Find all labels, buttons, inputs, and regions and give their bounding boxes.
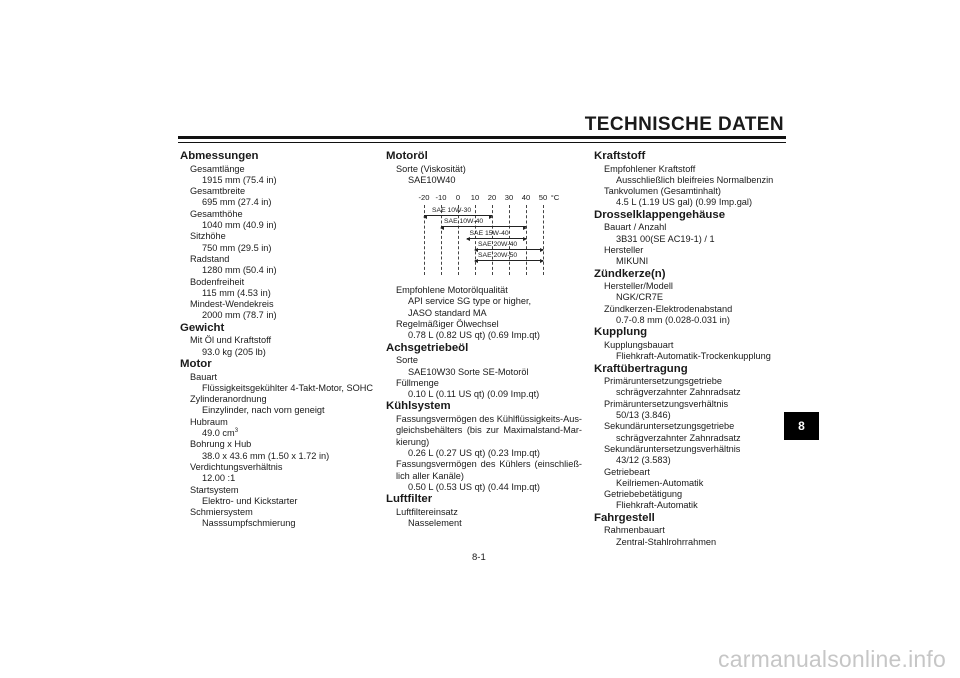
page-number: 8-1 — [472, 552, 486, 563]
spec-text: Radstand — [190, 253, 230, 264]
spec-text: schrägverzahnter Zahnradsatz — [616, 432, 741, 443]
spec-text: Sorte (Viskosität) — [396, 163, 466, 174]
spec-label — [180, 394, 380, 405]
spec-value — [594, 433, 786, 444]
spec-label — [594, 304, 786, 315]
spec-label — [180, 254, 380, 265]
spec-text: 0.26 L (0.27 US qt) (0.23 Imp.qt) — [408, 447, 540, 458]
spec-text: Sitzhöhe — [190, 231, 226, 242]
section-heading — [180, 358, 380, 372]
spec-value — [594, 234, 786, 245]
spec-label — [594, 340, 786, 351]
spec-text: Drosselklappengehäuse — [594, 208, 726, 221]
arrow-left-icon — [474, 259, 478, 263]
spec-text: Primäruntersetzungsverhältnis — [604, 398, 729, 409]
spec-text: Gesamtlänge — [190, 163, 245, 174]
column-middle — [386, 150, 582, 529]
spec-value — [180, 383, 380, 394]
spec-label — [386, 355, 582, 366]
spec-value — [386, 330, 582, 341]
spec-label — [386, 319, 582, 330]
chart-tick-label: -20 — [418, 193, 430, 203]
spec-value — [594, 315, 786, 326]
chart-unit-label: °C — [550, 193, 560, 203]
section-heading — [594, 363, 786, 377]
spec-text: Hersteller/Modell — [604, 281, 673, 292]
chart-tick-label: 10 — [470, 193, 480, 203]
spec-text: Kraftstoff — [594, 150, 646, 162]
spec-label — [180, 372, 380, 383]
spec-text: 115 mm (4.53 in) — [202, 287, 271, 298]
spec-value — [180, 518, 380, 529]
spec-text: Tankvolumen (Gesamtinhalt) — [604, 186, 721, 197]
spec-text: Bauart — [190, 371, 218, 382]
spec-value — [594, 387, 786, 398]
spec-value — [594, 410, 786, 421]
spec-text: Zylinderanordnung — [190, 394, 267, 405]
spec-text: Hubraum — [190, 416, 228, 427]
spec-label — [180, 439, 380, 450]
spec-text: Flüssigkeitsgekühlter 4-Takt-Motor, SOHC — [202, 382, 374, 393]
section-heading — [386, 400, 582, 414]
spec-value — [180, 473, 380, 484]
chart-range-line — [467, 238, 527, 239]
spec-text: 3B31 00(SE AC19-1) / 1 — [616, 233, 715, 244]
column-right — [594, 150, 786, 548]
spec-text: Mindest-Wendekreis — [190, 299, 274, 310]
spec-text: Fassungsvermögen des Kühlers (einschließ-lich aller Kanäle) — [396, 459, 582, 481]
spec-value — [594, 500, 786, 511]
spec-value — [180, 496, 380, 507]
section-heading — [180, 322, 380, 336]
spec-value — [386, 367, 582, 378]
section-heading — [594, 150, 786, 164]
chart-tick-label: 30 — [504, 193, 514, 203]
spec-text: 1040 mm (40.9 in) — [202, 220, 277, 231]
spec-label — [180, 164, 380, 175]
spec-text: Fliehkraft-Automatik — [616, 500, 698, 511]
spec-label — [180, 485, 380, 496]
spec-value — [180, 288, 380, 299]
spec-text: Sekundäruntersetzungsverhältnis — [604, 443, 741, 454]
spec-text: Verdichtungsverhältnis — [190, 461, 283, 472]
spec-text: 0.50 L (0.53 US qt) (0.44 Imp.qt) — [408, 481, 540, 492]
spec-text: Getriebebetätigung — [604, 489, 683, 500]
spec-label — [180, 231, 380, 242]
spec-text: 1280 mm (50.4 in) — [202, 265, 277, 276]
watermark: carmanualsonline.info — [718, 646, 946, 672]
spec-text: Motor — [180, 357, 212, 370]
spec-value — [180, 451, 380, 462]
spec-text: Sekundäruntersetzungsgetriebe — [604, 421, 735, 432]
spec-text: Schmiersystem — [190, 507, 253, 518]
spec-text: Motoröl — [386, 150, 428, 162]
spec-label — [594, 489, 786, 500]
arrow-left-icon — [466, 237, 470, 241]
spec-label — [594, 525, 786, 536]
spec-value — [386, 308, 582, 319]
spec-text: 93.0 kg (205 lb) — [202, 346, 266, 357]
spec-value — [386, 389, 582, 400]
spec-value — [180, 265, 380, 276]
spec-text: Rahmenbauart — [604, 525, 665, 536]
spec-value — [594, 537, 786, 548]
chart-range-line — [475, 249, 543, 250]
chart-range-label: SAE 20W-50 — [478, 251, 518, 259]
spec-value — [180, 220, 380, 231]
spec-text: Achsgetriebeöl — [386, 341, 469, 354]
spec-label — [594, 399, 786, 410]
chart-range-line — [475, 260, 543, 261]
spec-text: SAE10W40 — [408, 174, 456, 185]
spec-text: Hersteller — [604, 244, 644, 255]
spec-text: Luftfilter — [386, 493, 433, 506]
spec-text: Regelmäßiger Ölwechsel — [396, 319, 499, 330]
header-rule-thin — [178, 142, 786, 143]
spec-text: 0.7-0.8 mm (0.028-0.031 in) — [616, 315, 730, 326]
chart-range-label: SAE 15W-40 — [469, 229, 509, 237]
spec-value — [594, 351, 786, 362]
spec-text: 750 mm (29.5 in) — [202, 242, 272, 253]
chart-range-label: SAE 10W-40 — [444, 218, 484, 226]
spec-label — [594, 376, 786, 387]
header-rule-thick — [178, 136, 786, 139]
spec-text: Elektro- und Kickstarter — [202, 495, 298, 506]
spec-text: Kupplung — [594, 326, 648, 339]
spec-text: 4.5 L (1.19 US gal) (0.99 Imp.gal) — [616, 197, 753, 208]
spec-text: Ausschließlich bleifreies Normalbenzin — [616, 174, 774, 185]
spec-value — [180, 175, 380, 186]
spec-text: Mit Öl und Kraftstoff — [190, 335, 272, 346]
chart-range-bar — [475, 241, 543, 249]
spec-label — [180, 335, 380, 346]
spec-label — [180, 462, 380, 473]
spec-label — [180, 277, 380, 288]
spec-label — [386, 164, 582, 175]
spec-text: Empfohlener Kraftstoff — [604, 163, 696, 174]
chart-gridline — [543, 205, 544, 275]
spec-text: 43/12 (3.583) — [616, 455, 671, 466]
spec-value — [594, 478, 786, 489]
spec-text: 38.0 x 43.6 mm (1.50 x 1.72 in) — [202, 450, 330, 461]
spec-text: Empfohlene Motorölqualität — [396, 285, 508, 296]
spec-text: Kühlsystem — [386, 400, 451, 413]
oil-viscosity-chart — [416, 193, 566, 277]
chart-tick-label: 50 — [538, 193, 548, 203]
spec-label — [386, 378, 582, 389]
spec-label — [386, 285, 582, 296]
spec-value — [180, 347, 380, 358]
spec-text: SAE10W30 Sorte SE-Motoröl — [408, 366, 529, 377]
spec-label — [180, 507, 380, 518]
chart-tick-label: -10 — [435, 193, 447, 203]
spec-label — [386, 507, 582, 518]
chart-tick-label: 20 — [487, 193, 497, 203]
chart-tick-label: 40 — [521, 193, 531, 203]
section-heading — [594, 512, 786, 526]
page-title: TECHNISCHE DATEN — [584, 114, 784, 135]
spec-text: Fassungsvermögen des Kühlflüssigkeits-Aus-gleichsbehälters (bis zur Maximalstand-Mar-kierung) — [396, 414, 582, 447]
spec-text: Nasssumpfschmierung — [202, 518, 296, 529]
spec-text: Fahrgestell — [594, 511, 655, 524]
section-heading — [386, 493, 582, 507]
spec-text: Nasselement — [408, 518, 462, 529]
spec-text: 0.78 L (0.82 US qt) (0.69 Imp.qt) — [408, 330, 540, 341]
spec-description — [386, 459, 582, 482]
spec-label — [594, 222, 786, 233]
chart-range-bar — [467, 230, 527, 238]
chart-range-line — [424, 215, 492, 216]
spec-text: Getriebeart — [604, 466, 650, 477]
column-left — [180, 150, 380, 530]
spec-label — [594, 186, 786, 197]
spec-text: Füllmenge — [396, 377, 439, 388]
section-heading — [594, 326, 786, 340]
spec-value — [386, 482, 582, 493]
spec-text: Kraftübertragung — [594, 362, 688, 375]
chart-range-label: SAE 10W-30 — [432, 207, 472, 215]
spec-value — [180, 197, 380, 208]
spec-label — [180, 417, 380, 428]
spec-text: MIKUNI — [616, 256, 649, 267]
spec-text: Sorte — [396, 355, 418, 366]
chart-range-bar — [441, 218, 526, 226]
spec-value — [386, 518, 582, 529]
section-heading — [180, 150, 380, 164]
spec-label — [594, 245, 786, 256]
spec-text: Startsystem — [190, 484, 239, 495]
section-heading — [594, 268, 786, 282]
spec-text: NGK/CR7E — [616, 292, 663, 303]
spec-text: Bodenfreiheit — [190, 276, 245, 287]
spec-text: 49.0 cm — [202, 428, 235, 439]
spec-text: JASO standard MA — [408, 307, 487, 318]
spec-text: Keilriemen-Automatik — [616, 477, 704, 488]
spec-value — [180, 428, 380, 439]
spec-text: Bohrung x Hub — [190, 439, 252, 450]
spec-label — [594, 281, 786, 292]
section-heading — [386, 150, 582, 164]
spec-label — [594, 164, 786, 175]
spec-text: schrägverzahnter Zahnradsatz — [616, 387, 741, 398]
spec-label — [594, 421, 786, 432]
spec-value — [386, 296, 582, 307]
unit-superscript: 3 — [234, 427, 239, 434]
spec-label — [180, 186, 380, 197]
arrow-right-icon — [540, 259, 544, 263]
spec-text: Gesamthöhe — [190, 208, 243, 219]
arrow-left-icon — [423, 215, 427, 219]
spec-text: 12.00 :1 — [202, 473, 236, 484]
chart-range-bar — [424, 207, 492, 215]
spec-value — [594, 175, 786, 186]
spec-text: Fliehkraft-Automatik-Trockenkupplung — [616, 351, 771, 362]
spec-value — [180, 310, 380, 321]
spec-text: 1915 mm (75.4 in) — [202, 174, 277, 185]
spec-description — [386, 414, 582, 448]
spec-text: Abmessungen — [180, 150, 259, 162]
section-heading — [594, 209, 786, 223]
spec-label — [180, 299, 380, 310]
spec-label — [594, 467, 786, 478]
spec-value — [594, 197, 786, 208]
spec-text: 695 mm (27.4 in) — [202, 197, 272, 208]
spec-value — [594, 292, 786, 303]
spec-text: Bauart / Anzahl — [604, 222, 667, 233]
spec-text: 0.10 L (0.11 US qt) (0.09 Imp.qt) — [408, 389, 540, 400]
spec-value — [180, 243, 380, 254]
spec-text: Kupplungsbauart — [604, 339, 674, 350]
chart-tick-label: 0 — [455, 193, 461, 203]
spec-text: 2000 mm (78.7 in) — [202, 310, 277, 321]
spec-text: Zündkerzen-Elektrodenabstand — [604, 303, 733, 314]
spec-label — [594, 444, 786, 455]
spec-text: Luftfiltereinsatz — [396, 506, 458, 517]
spec-text: Zentral-Stahlrohrrahmen — [616, 536, 717, 547]
spec-text: Gewicht — [180, 321, 225, 334]
arrow-left-icon — [440, 226, 444, 230]
spec-value — [180, 405, 380, 416]
chapter-tab[interactable]: 8 — [784, 412, 819, 440]
spec-label — [180, 209, 380, 220]
spec-text: Zündkerze(n) — [594, 267, 666, 280]
spec-text: Gesamtbreite — [190, 186, 246, 197]
spec-text: Einzylinder, nach vorn geneigt — [202, 405, 325, 416]
spec-value — [386, 448, 582, 459]
spec-text: 50/13 (3.846) — [616, 410, 671, 421]
spec-text: API service SG type or higher, — [408, 296, 532, 307]
spec-value — [594, 455, 786, 466]
chart-range-bar — [475, 252, 543, 260]
chart-range-label: SAE 20W-40 — [478, 240, 518, 248]
spec-text: Primäruntersetzungsgetriebe — [604, 376, 722, 387]
section-heading — [386, 342, 582, 356]
spec-value — [386, 175, 582, 186]
spec-value — [594, 256, 786, 267]
chart-range-line — [441, 226, 526, 227]
